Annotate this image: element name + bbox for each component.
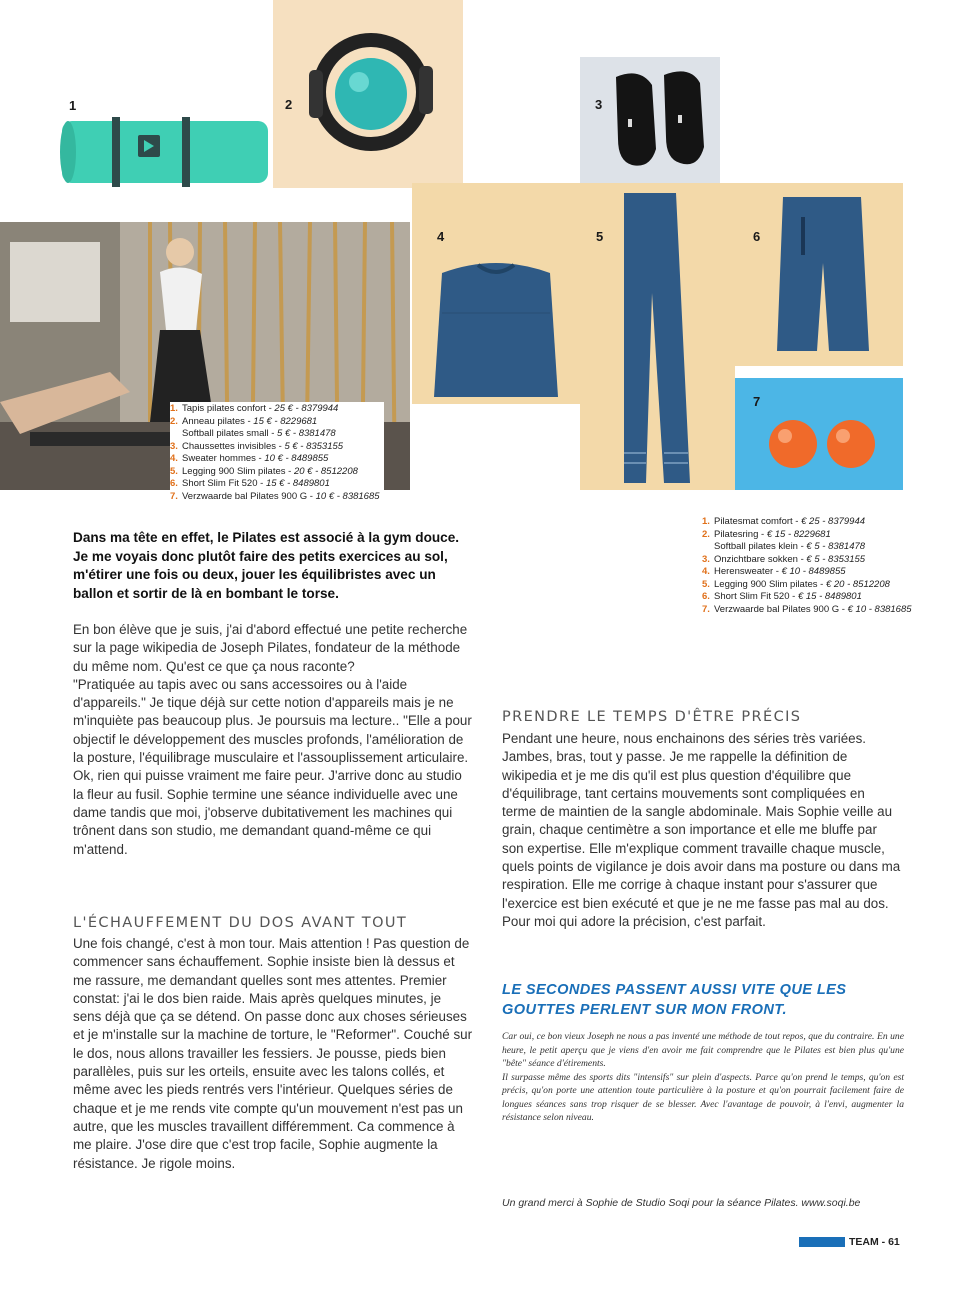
acknowledgement: Un grand merci à Sophie de Studio Soqi pour la séance Pilates. www.soqi.be: [502, 1197, 861, 1209]
pull-quote-heading: LE SECONDES PASSENT AUSSI VITE QUE LES GOUTTES PERLENT SUR MON FRONT.: [502, 982, 847, 1018]
article-column-left-2: [73, 935, 473, 1173]
product-number: 1: [69, 98, 77, 113]
pilates-ring-image: [273, 0, 463, 188]
legend-row: 4. Herensweater - € 10 - 8489855: [702, 566, 846, 577]
product-number: 5: [596, 229, 604, 244]
legend-row: 3. Onzichtbare sokken - € 5 - 8353155: [702, 553, 866, 565]
product-number: 7: [753, 394, 761, 409]
legend-row: 5. Legging 900 Slim pilates - € 20 - 8512208: [702, 578, 890, 590]
product-number: 4: [437, 229, 445, 244]
legend-row: 3. Chaussettes invisibles - 5 € - 8353155: [170, 440, 344, 452]
legend-row: 2. Anneau pilates - 15 € - 8229681: [170, 415, 318, 427]
body-paragraph: Une fois changé, c'est à mon tour. Mais attention ! Pas question de commencer sans échauffement. Sophie insiste bien là dessus et me rassure, me demandant quelles sont mes attentes. Premier constat: j'ai le dos bien raide. Mais après quelques minutes, je sens déjà que ça se détend. On passe donc aux choses sérieuses et je m'installe sur la machine de torture, le "Reformer". Couché sur le dos, nous allons travailler les fessiers. Je pousse, pieds bien parallèles, puis sur les orteils, ensuite avec les talons collés, et même avec les pieds rentrés vers l'intérieur. Quelques séries de chaque et je me rends vite compte qu'un mouvement n'est pas un autre, que les muscles travaillent différemment. Ca commence à me plaire. J'ose dire que c'est trop facile, Sophie augmente la résistance. Je rigole moins.: [73, 936, 473, 1171]
legging-image: [580, 183, 735, 490]
page-footer: [799, 1236, 900, 1248]
product-tile-sweater: [412, 183, 580, 404]
article-column-right: [502, 730, 902, 931]
quote-paragraph: Car oui, ce bon vieux Joseph ne nous a pas inventé une méthode de tout repos, que du contraire. En une heure, le petit aperçu que je viens d'en avoir me fait comprendre que le Pilates est bien plus qu'une "bête" séance d'étirements.: [502, 1031, 904, 1069]
product-number: 3: [595, 97, 603, 112]
quote-paragraph: Il surpasse même des sports dits "intensifs" sur plein d'aspects. Parce qu'on prend le temps, qu'on est précis, qu'on porte une attention toute particulière à la posture et qu'on pourrait facilement faire de longues séances sans trop risquer de se blesser. Avec l'avantage de pouvoir, à l'envi, augmenter la résistance selon niveau.: [502, 1071, 904, 1123]
legend-row: 4. Sweater hommes - 10 € - 8489855: [170, 453, 329, 464]
legend-row: 6. Short Slim Fit 520 - 15 € - 8489801: [170, 478, 330, 489]
body-paragraph: En bon élève que je suis, j'ai d'abord effectué une petite recherche sur la page wikipedia de Joseph Pilates, fondateur de la méthode du même nom. Qu'est ce que ça nous raconte?: [73, 622, 468, 674]
lead-paragraph: Dans ma tête en effet, le Pilates est associé à la gym douce. Je me voyais donc plutôt faire des petits exercices au sol, m'étirer une fois ou deux, jouer les équilibristes avec un ballon et sortir de là en bombant le torse.: [73, 530, 460, 601]
section-heading: PRENDRE LE TEMPS D'ÊTRE PRÉCIS: [502, 709, 802, 725]
magazine-logo: [799, 1237, 845, 1247]
legend-row: Softball pilates klein - € 5 - 8381478: [714, 541, 866, 552]
product-tile-socks: [580, 57, 720, 183]
legend-row: 6. Short Slim Fit 520 - € 15 - 8489801: [702, 591, 862, 602]
product-tile-ring: [273, 0, 463, 188]
body-paragraph: Pendant une heure, nous enchainons des séries très variées. Jambes, bras, tout y passe. Je me rappelle la définition de wikipedia et je me dis qu'il est plus question d'équilibre que d'équilibrage, tant certains mouvements sont compliquées en terme de maintien de la sangle abdominale. Mais Sophie veille au grain, chaque centimètre a son importance et elle me bluffe par son expertise. Elle m'explique comment travaille chaque muscle, quels points de vigilance je dois avoir dans ma posture ou dans ma respiration. Elle me corrige à chaque instant pour s'assurer que l'exercice est bien exécuté et que je ne me fasse pas mal au dos. Pour moi qui adore la précision, c'est parfait.: [502, 731, 901, 929]
product-tile-balls: [735, 378, 903, 490]
legend-row: 1. Tapis pilates confort - 25 € - 8379944: [170, 403, 339, 414]
product-legend-fr: [170, 402, 384, 504]
page-number: TEAM - 61: [849, 1236, 900, 1248]
legend-row: 2. Pilatesring - € 15 - 8229681: [702, 528, 831, 540]
legend-row: 5. Legging 900 Slim pilates - 20 € - 8512208: [170, 465, 358, 477]
pull-quote-body: [502, 1030, 904, 1125]
product-tile-legging: [580, 183, 735, 490]
legend-row: Softball pilates small - 5 € - 8381478: [182, 428, 336, 439]
legend-row: 7. Verzwaarde bal Pilates 900 G - 10 € - 8381685: [170, 490, 380, 502]
pilates-mat-image: [50, 85, 284, 188]
body-paragraph: "Pratiquée au tapis avec ou sans accessoires ou à l'aide d'appareils." Je tique déjà sur cette notion d'appareils mais je ne m'inquiète pas beaucoup plus. Je poursuis ma lecture.. "Elle a pour objectif le développement des muscles profonds, l'amélioration de la posture, l'équilibrage musculaire et l'assouplissement articulaire. Ok, rien qui puisse vraiment me faire peur. J'arrive donc au studio la fleur au fusil. Sophie termine une séance individuelle avec une dame tandis que moi, j'observe dubitativement les machines qui trônent dans son studio, me demandant quand-même ce qui m'attend.: [73, 676, 472, 857]
article-column-left: [73, 621, 473, 859]
product-number: 6: [753, 229, 761, 244]
shorts-image: [735, 183, 903, 366]
product-legend-nl: [702, 516, 912, 616]
socks-image: [580, 57, 720, 183]
sweater-image: [412, 183, 580, 404]
product-number: 2: [285, 97, 293, 112]
legend-row: 7. Verzwaarde bal Pilates 900 G - € 10 - 8381685: [702, 603, 912, 615]
legend-row: 1. Pilatesmat comfort - € 25 - 8379944: [702, 516, 866, 527]
product-tile-mat: [50, 85, 284, 188]
section-heading: L'ÉCHAUFFEMENT DU DOS AVANT TOUT: [73, 915, 408, 931]
product-tile-shorts: [735, 183, 903, 366]
